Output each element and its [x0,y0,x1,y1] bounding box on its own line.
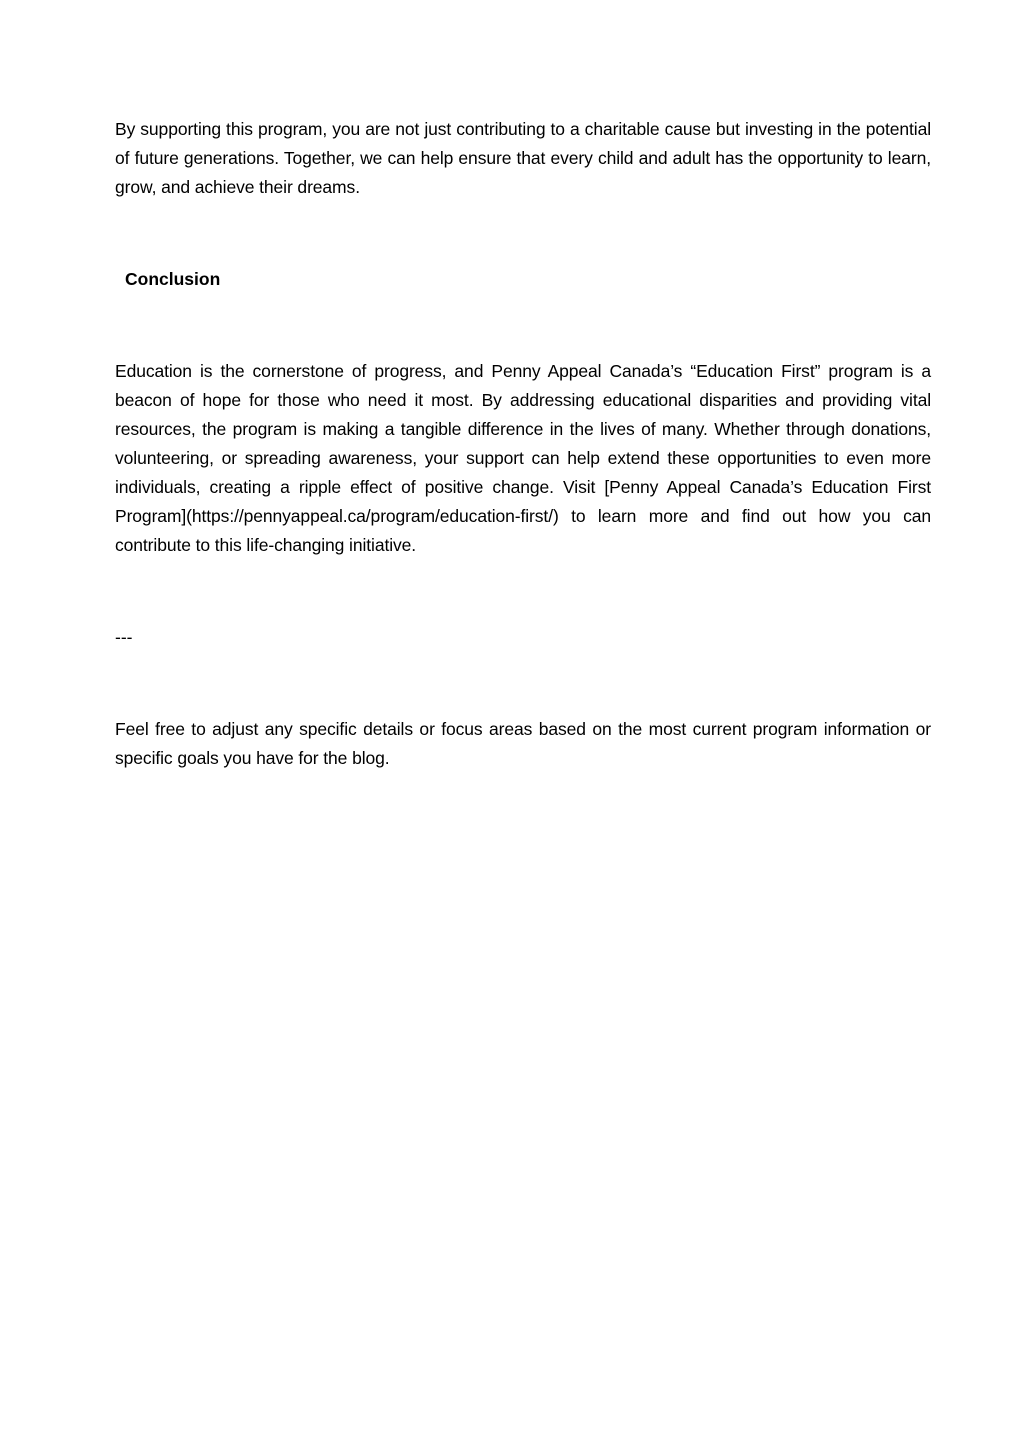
conclusion-heading: Conclusion [125,269,221,289]
conclusion-paragraph: Education is the cornerstone of progress, and Penny Appeal Canada’s “Education First” program is a beacon of hope for those who need it most. By addressing educational disparities and providing vital resources, the program is making a tangible difference in the lives of many. Whether through donations, volunteering, or spreading awareness, your support can help extend these opportunities to even more individuals, creating a ripple effect of positive change. Visit [Penny Appeal Canada’s Education First Program](https://pennyappeal.ca/program/education-first/) to learn more and find out how you can contribute to this life-changing initiative. [115,361,931,555]
supporting-paragraph: By supporting this program, you are not just contributing to a charitable cause but investing in the potential of future generations. Together, we can help ensure that every child and adult has the opportunity to learn, grow, and achieve their dreams. [115,119,931,197]
separator-text: --- [115,627,133,647]
closing-note-paragraph: Feel free to adjust any specific details or focus areas based on the most current program information or specific goals you have for the blog. [115,719,931,768]
